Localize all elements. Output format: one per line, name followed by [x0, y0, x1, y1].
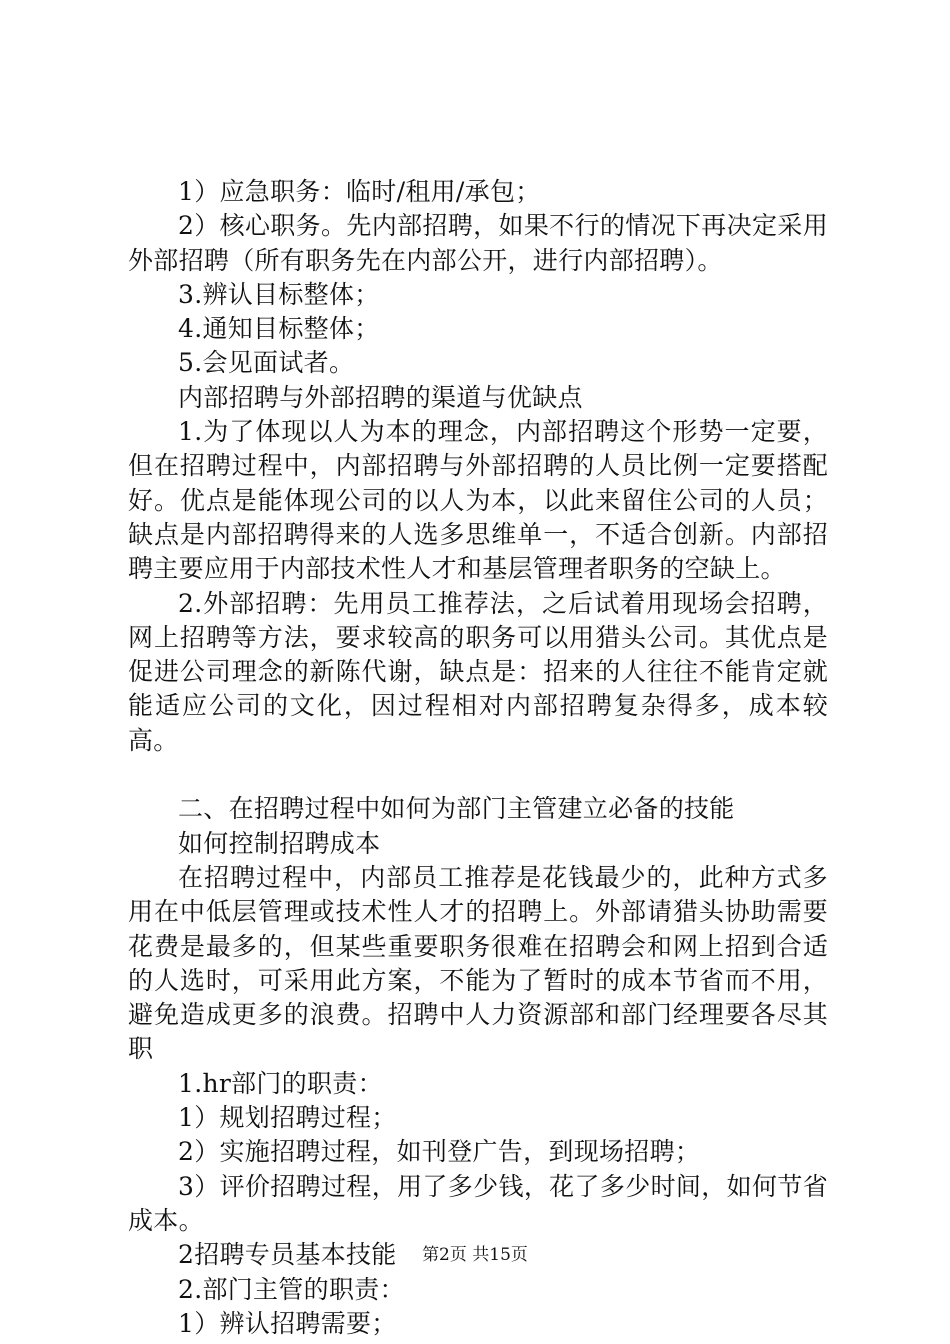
paragraph-external-recruiting: 2.外部招聘：先用员工推荐法，之后试着用现场会招聘，网上招聘等方法，要求较高的职务可以用猎头公司。其优点是促进公司理念的新陈代谢，缺点是：招来的人往往不能肯定就能适应公司的文化，因过程相对内部招聘复杂得多，成本较高。	[128, 588, 828, 755]
paragraph-execute-process: 2）实施招聘过程，如刊登广告，到现场招聘；	[178, 1137, 701, 1167]
paragraph-cost-control: 在招聘过程中，内部员工推荐是花钱最少的，此种方式多用在中低层管理或技术性人才的招聘上。外部请猎头协助需要花费是最多的，但某些重要职务很难在招聘会和网上招到合适的人选时，可采用此方案，不能为了暂时的成本节省而不用，避免造成更多的浪费。招聘中人力资源部和部门经理要各尽其职	[128, 862, 828, 1064]
paragraph-manager-duties: 2.部门主管的职责：	[178, 1274, 405, 1304]
paragraph-identify-needs: 1）辨认招聘需要；	[178, 1308, 397, 1338]
heading-recruiter-skills: 2招聘专员基本技能	[178, 1240, 397, 1270]
paragraph-plan-process: 1）规划招聘过程；	[178, 1103, 397, 1133]
paragraph-meet-interviewees: 5.会见面试者。	[178, 348, 355, 378]
paragraph-core-positions: 2）核心职务。先内部招聘，如果不行的情况下再决定采用外部招聘（所有职务先在内部公开，进行内部招聘）。	[128, 211, 828, 275]
paragraph-emergency-positions: 1）应急职务：临时/租用/承包；	[178, 177, 541, 206]
paragraph-spacer	[128, 758, 828, 792]
page-footer	[0, 1244, 950, 1266]
page-number-label: 第2页 共15页	[422, 1245, 528, 1265]
paragraph-evaluate-process: 3）评价招聘过程，用了多少钱，花了多少时间，如何节省成本。	[128, 1171, 828, 1235]
section-heading-manager-skills: 二、在招聘过程中如何为部门主管建立必备的技能	[178, 794, 735, 824]
document-body	[128, 175, 828, 1341]
paragraph-identify-target: 3.辨认目标整体；	[178, 279, 380, 309]
paragraph-hr-duties: 1.hr部门的职责：	[178, 1068, 383, 1098]
heading-control-cost: 如何控制招聘成本	[178, 828, 381, 858]
paragraph-internal-recruiting: 1.为了体现以人为本的理念，内部招聘这个形势一定要，但在招聘过程中，内部招聘与外部招聘的人员比例一定要搭配好。优点是能体现公司的以人为本，以此来留住公司的人员；缺点是内部招聘得来的人选多思维单一，不适合创新。内部招聘主要应用于内部技术性人才和基层管理者职务的空缺上。	[128, 417, 828, 584]
paragraph-notify-target: 4.通知目标整体；	[178, 314, 380, 344]
heading-channels-pros-cons: 内部招聘与外部招聘的渠道与优缺点	[178, 382, 583, 412]
